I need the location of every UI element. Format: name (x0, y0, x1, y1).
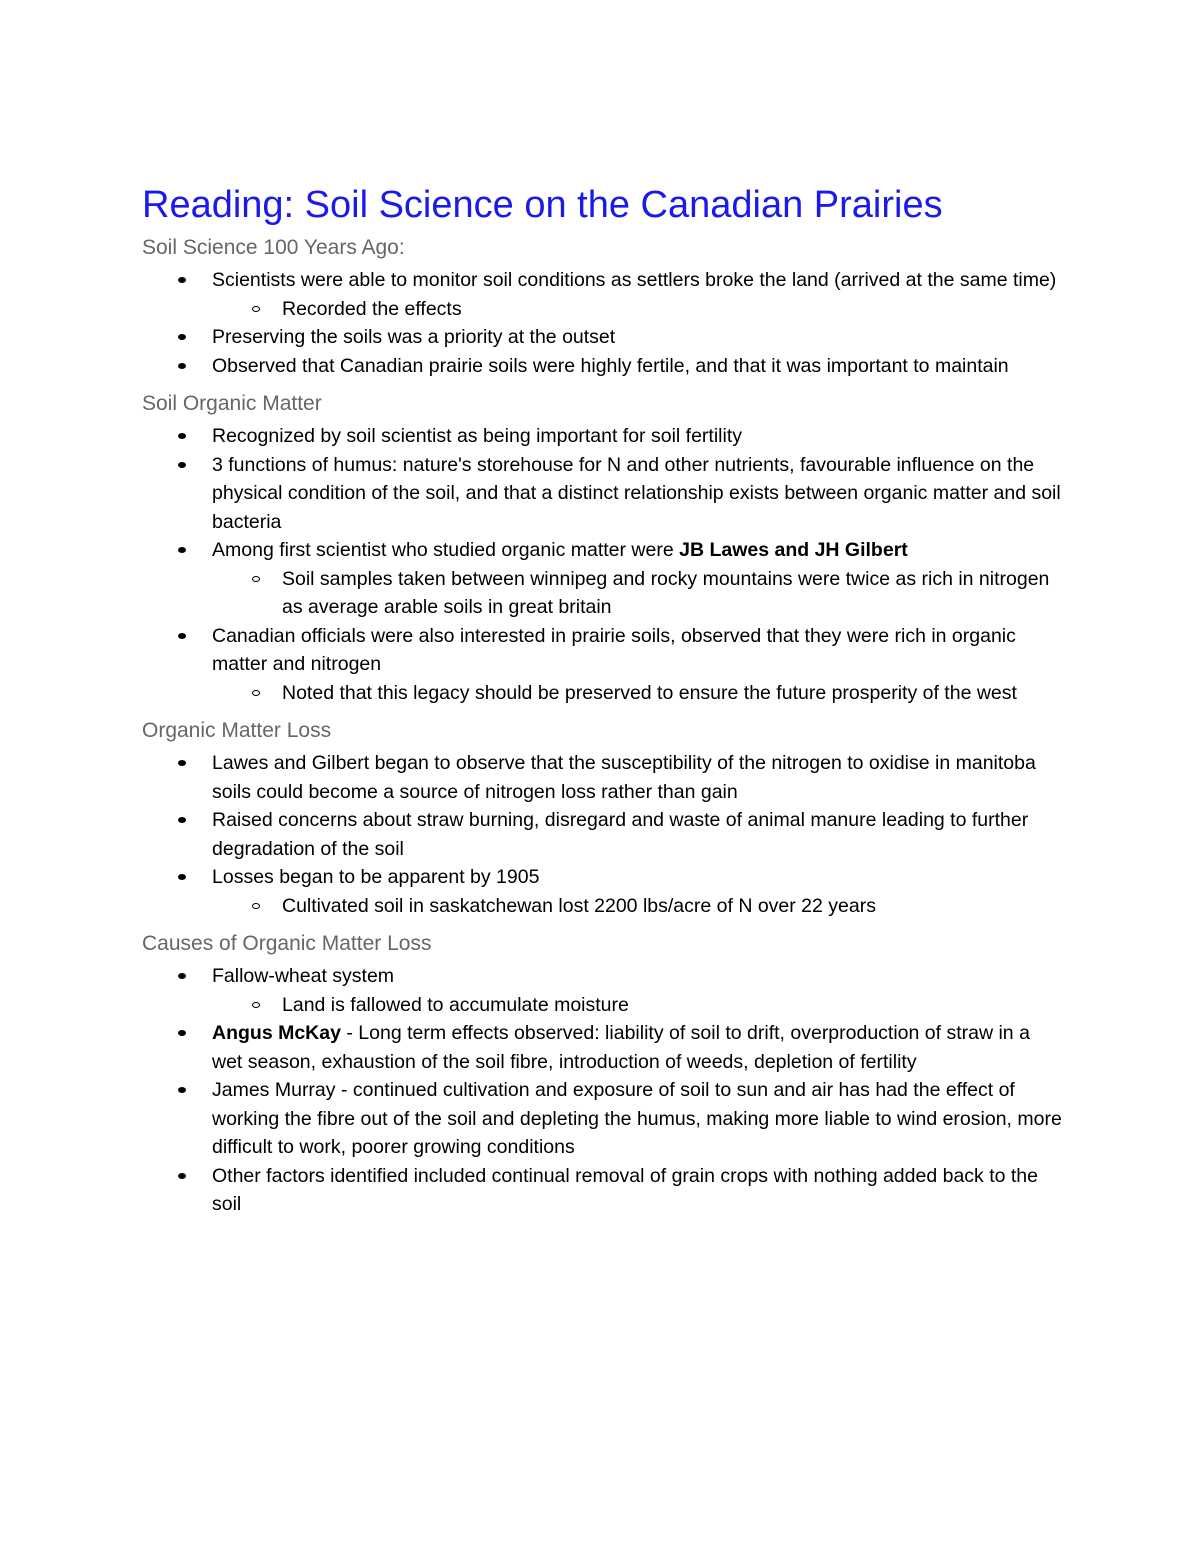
section-heading: Causes of Organic Matter Loss (142, 932, 432, 955)
bullet-icon (178, 433, 186, 439)
list-item: Observed that Canadian prairie soils were highly fertile, and that it was important to maintain (142, 352, 1062, 381)
bullet-icon (178, 547, 186, 553)
section-heading: Soil Science 100 Years Ago: (142, 236, 405, 259)
sub-list (212, 565, 1062, 622)
sub-list (212, 679, 1062, 708)
sub-list-item: Land is fallowed to accumulate moisture (212, 991, 1062, 1020)
list-item: Among first scientist who studied organic matter were JB Lawes and JH Gilbert Soil samples taken between winnipeg and rocky mountains were twice as rich in nitrogen as average arable soils in great britain (142, 536, 1062, 622)
list-item: Scientists were able to monitor soil conditions as settlers broke the land (arrived at the same time) Recorded the effects (142, 266, 1062, 323)
list-item: 3 functions of humus: nature's storehouse for N and other nutrients, favourable influence on the physical condition of the soil, and that a distinct relationship exists between organic matter and soil bacteria (142, 451, 1062, 537)
section-causes-of-organic-matter-loss (142, 930, 1062, 1219)
bullet-icon (178, 874, 186, 880)
bold-names: JB Lawes and JH Gilbert (679, 539, 908, 561)
document-page (142, 182, 1062, 1229)
section-heading: Organic Matter Loss (142, 719, 332, 742)
section-soil-science-100-years (142, 234, 1062, 380)
sub-list-item: Recorded the effects (212, 295, 1062, 324)
bullet-icon (178, 1030, 186, 1036)
bullet-icon (178, 633, 186, 639)
bullet-icon (178, 1087, 186, 1093)
hollow-bullet-icon (252, 306, 260, 312)
sub-list (212, 295, 1062, 324)
section-soil-organic-matter (142, 390, 1062, 707)
section-heading: Soil Organic Matter (142, 392, 322, 415)
hollow-bullet-icon (252, 576, 260, 582)
section-organic-matter-loss (142, 717, 1062, 920)
list-item: Lawes and Gilbert began to observe that the susceptibility of the nitrogen to oxidise in manitoba soils could become a source of nitrogen loss rather than gain (142, 749, 1062, 806)
list-item: Raised concerns about straw burning, disregard and waste of animal manure leading to further degradation of the soil (142, 806, 1062, 863)
bullet-list (142, 266, 1062, 380)
sub-list-item: Noted that this legacy should be preserved to ensure the future prosperity of the west (212, 679, 1062, 708)
list-item: Canadian officials were also interested in prairie soils, observed that they were rich in organic matter and nitrogen Noted that this legacy should be preserved to ensure the future prosperity of the west (142, 622, 1062, 708)
bold-name: Angus McKay (212, 1022, 341, 1044)
bullet-icon (178, 1173, 186, 1179)
sub-list (212, 991, 1062, 1020)
bullet-icon (178, 462, 186, 468)
bullet-icon (178, 760, 186, 766)
sub-list-item: Cultivated soil in saskatchewan lost 2200 lbs/acre of N over 22 years (212, 892, 1062, 921)
list-item: James Murray - continued cultivation and exposure of soil to sun and air has had the effect of working the fibre out of the soil and depleting the humus, making more liable to wind erosion, more difficult to work, poorer growing conditions (142, 1076, 1062, 1162)
list-item: Preserving the soils was a priority at the outset (142, 323, 1062, 352)
list-item: Angus McKay - Long term effects observed: liability of soil to drift, overproduction of straw in a wet season, exhaustion of the soil fibre, introduction of weeds, depletion of fertility (142, 1019, 1062, 1076)
hollow-bullet-icon (252, 690, 260, 696)
bullet-icon (178, 363, 186, 369)
page-title: Reading: Soil Science on the Canadian Prairies (142, 184, 943, 226)
bullet-list (142, 422, 1062, 707)
bullet-icon (178, 817, 186, 823)
bullet-icon (178, 973, 186, 979)
bullet-list (142, 962, 1062, 1219)
sub-list-item: Soil samples taken between winnipeg and rocky mountains were twice as rich in nitrogen as average arable soils in great britain (212, 565, 1062, 622)
bullet-icon (178, 334, 186, 340)
list-item: Other factors identified included continual removal of grain crops with nothing added back to the soil (142, 1162, 1062, 1219)
sub-list (212, 892, 1062, 921)
list-item: Fallow-wheat system Land is fallowed to accumulate moisture (142, 962, 1062, 1019)
list-item: Recognized by soil scientist as being important for soil fertility (142, 422, 1062, 451)
bullet-icon (178, 277, 186, 283)
bullet-list (142, 749, 1062, 920)
hollow-bullet-icon (252, 903, 260, 909)
hollow-bullet-icon (252, 1002, 260, 1008)
list-item: Losses began to be apparent by 1905 Cultivated soil in saskatchewan lost 2200 lbs/acre of N over 22 years (142, 863, 1062, 920)
